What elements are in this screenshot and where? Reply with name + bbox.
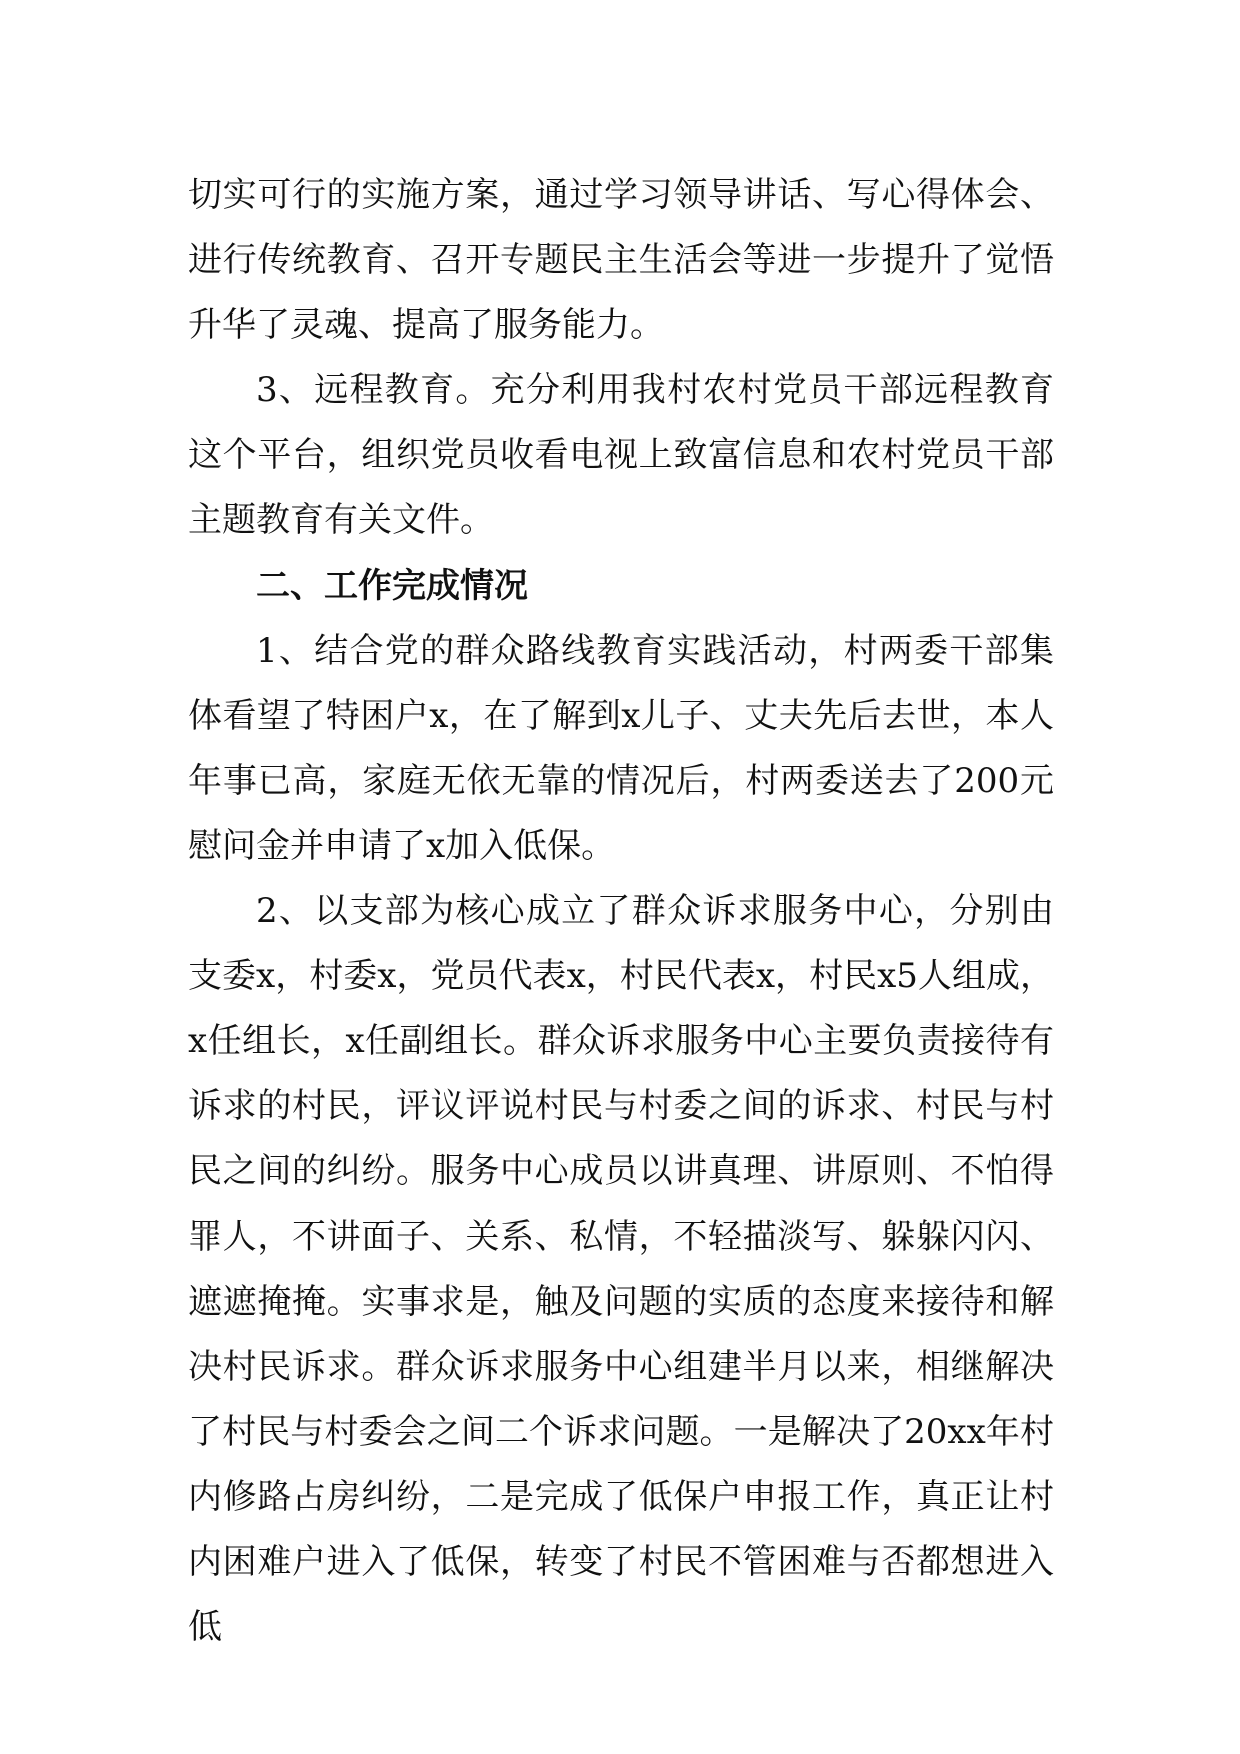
- document-body: [188, 163, 1054, 1660]
- paragraph-remote-education: 3、远程教育。充分利用我村农村党员干部远程教育这个平台，组织党员收看电视上致富信息和农村党员干部主题教育有关文件。: [188, 370, 1054, 541]
- paragraph-continuation: 切实可行的实施方案，通过学习领导讲话、写心得体会、进行传统教育、召开专题民主生活会等进一步提升了觉悟升华了灵魂、提高了服务能力。: [188, 175, 1054, 346]
- paragraph-item-1: 1、结合党的群众路线教育实践活动，村两委干部集体看望了特困户x，在了解到x儿子、丈夫先后去世，本人年事已高，家庭无依无靠的情况后，村两委送去了200元慰问金并申请了x加入低保。: [188, 630, 1054, 866]
- paragraph-item-2: 2、以支部为核心成立了群众诉求服务中心，分别由支委x，村委x，党员代表x，村民代表x，村民x5人组成，x任组长，x任副组长。群众诉求服务中心主要负责接待有诉求的村民，评议评说村民与村委之间的诉求、村民与村民之间的纠纷。服务中心成员以讲真理、讲原则、不怕得罪人，不讲面子、关系、私情，不轻描淡写、躲躲闪闪、遮遮掩掩。实事求是，触及问题的实质的态度来接待和解决村民诉求。群众诉求服务中心组建半月以来，相继解决了村民与村委会之间二个诉求问题。一是解决了20xx年村内修路占房纠纷，二是完成了低保户申报工作，真正让村内困难户进入了低保，转变了村民不管困难与否都想进入低: [188, 891, 1054, 1648]
- section-heading: 二、工作完成情况: [256, 565, 528, 606]
